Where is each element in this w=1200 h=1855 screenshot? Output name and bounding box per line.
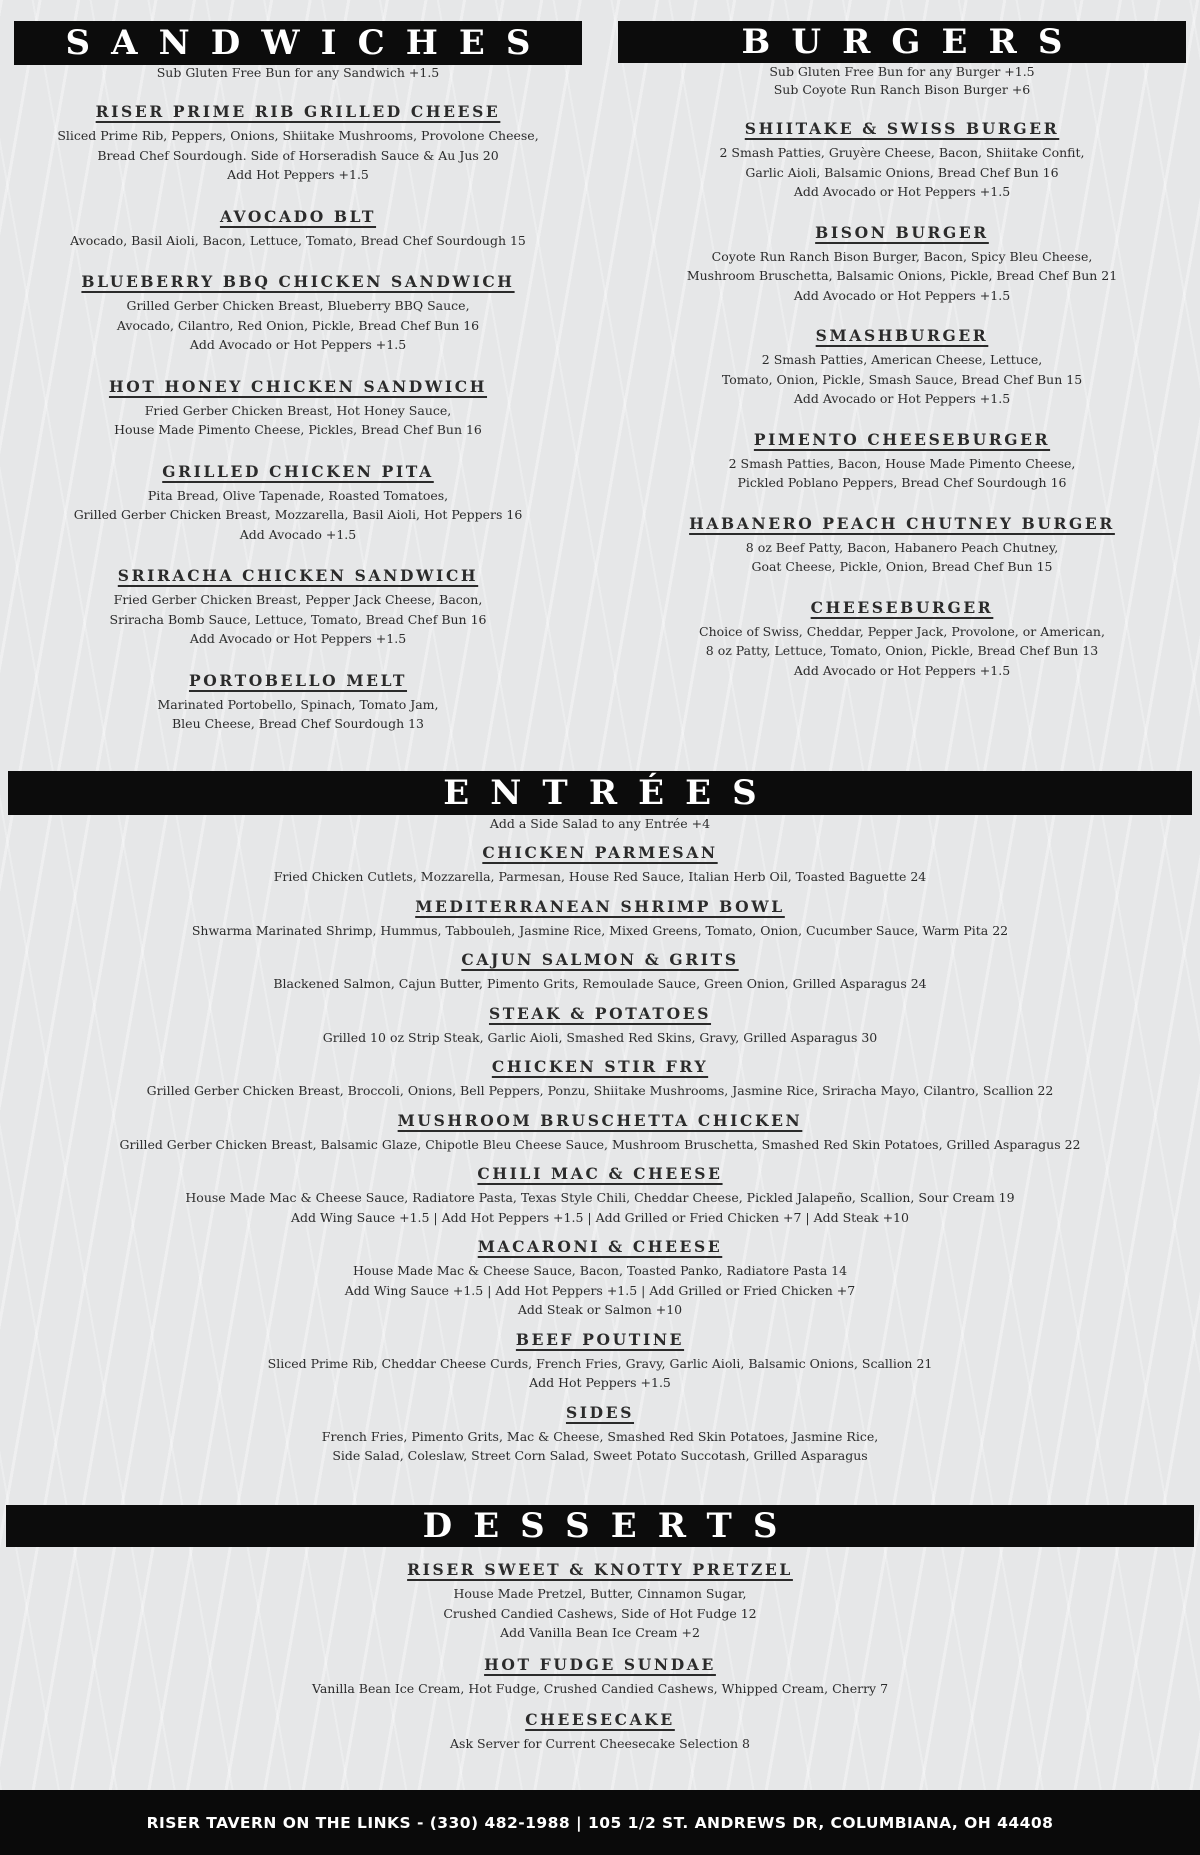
entrees-title: ENTRÉES <box>443 773 778 813</box>
menu-item <box>14 462 582 545</box>
menu-item <box>8 950 1192 994</box>
menu-item-description: House Made Mac & Cheese Sauce, Radiatore Pasta, Texas Style Chili, Cheddar Cheese, Pickled Jalapeño, Scallion, Sour Cream 19 <box>185 1190 1015 1205</box>
menu-item <box>14 377 582 440</box>
menu-item <box>8 1164 1192 1227</box>
sandwiches-note: Sub Gluten Free Bun for any Sandwich +1.5 <box>156 65 440 80</box>
menu-item-description: Add Avocado or Hot Peppers +1.5 <box>793 662 1011 678</box>
menu-item <box>8 1004 1192 1048</box>
menu-item-name: BEEF POUTINE <box>515 1329 685 1349</box>
menu-item-name: MUSHROOM BRUSCHETTA CHICKEN <box>397 1110 803 1130</box>
menu-item-name: HABANERO PEACH CHUTNEY BURGER <box>689 513 1115 533</box>
menu-item-name: RISER PRIME RIB GRILLED CHEESE <box>95 102 501 121</box>
menu-item-name: CHICKEN STIR FRY <box>491 1057 709 1076</box>
menu-item <box>14 566 582 649</box>
menu-item-name: SMASHBURGER <box>815 326 989 345</box>
menu-item <box>8 1057 1192 1101</box>
menu-item-description: Add Hot Peppers +1.5 <box>529 1375 671 1390</box>
menu-item <box>8 1330 1192 1393</box>
entrees-banner <box>8 771 1192 815</box>
menu-item-name: AVOCADO BLT <box>219 206 377 226</box>
menu-item-description: Sliced Prime Rib, Cheddar Cheese Curds, French Fries, Gravy, Garlic Aioli, Balsamic Onions, Scallion 21 <box>267 1355 933 1371</box>
menu-item-description: 8 oz Patty, Lettuce, Tomato, Onion, Pickle, Bread Chef Bun 13 <box>705 643 1099 658</box>
desserts-title: DESSERTS <box>422 1506 799 1546</box>
menu-item-name: BISON BURGER <box>815 222 989 242</box>
burgers-title: BURGERS <box>741 22 1084 62</box>
desserts-banner <box>6 1505 1194 1547</box>
menu-item-description: Grilled Gerber Chicken Breast, Blueberry BBQ Sauce, <box>126 298 470 313</box>
entrees-note: Add a Side Salad to any Entrée +4 <box>489 816 711 831</box>
menu-item-description: Add Avocado or Hot Peppers +1.5 <box>189 631 407 646</box>
desserts-section <box>6 1552 1194 1754</box>
menu-item <box>14 671 582 734</box>
menu-item-name: CHICKEN PARMESAN <box>482 843 718 862</box>
footer-contact-bar <box>0 1790 1200 1855</box>
menu-item-name: RISER SWEET & KNOTTY PRETZEL <box>407 1560 793 1579</box>
menu-item <box>618 598 1186 681</box>
menu-item-description: Grilled Gerber Chicken Breast, Balsamic Glaze, Chipotle Bleu Cheese Sauce, Mushroom Bruschetta, Smashed Red Skin Potatoes, Grilled Asparagus 22 <box>119 1136 1081 1152</box>
menu-item-name: BLUEBERRY BBQ CHICKEN SANDWICH <box>81 272 515 291</box>
menu-item <box>6 1655 1194 1699</box>
menu-item <box>618 223 1186 306</box>
menu-item-description: Fried Gerber Chicken Breast, Pepper Jack Cheese, Bacon, <box>113 592 483 607</box>
menu-item-name: CAJUN SALMON & GRITS <box>461 950 739 969</box>
menu-item-description: Marinated Portobello, Spinach, Tomato Jam, <box>157 696 439 712</box>
menu-item <box>8 843 1192 887</box>
menu-item-name: CHEESECAKE <box>525 1710 675 1729</box>
menu-item <box>14 272 582 355</box>
menu-item-name: SIDES <box>565 1402 635 1422</box>
menu-item-description: Coyote Run Ranch Bison Burger, Bacon, Spicy Bleu Cheese, <box>711 248 1093 264</box>
menu-item-description: Fried Chicken Cutlets, Mozzarella, Parmesan, House Red Sauce, Italian Herb Oil, Toasted Baguette 24 <box>273 869 927 884</box>
menu-item-description: Grilled Gerber Chicken Breast, Broccoli, Onions, Bell Peppers, Ponzu, Shiitake Mushrooms, Jasmine Rice, Sriracha Mayo, Cilantro, Scallion 22 <box>146 1083 1054 1098</box>
menu-item-name: PORTOBELLO MELT <box>188 670 408 690</box>
menu-item <box>8 1403 1192 1466</box>
entrees-section <box>8 815 1192 1466</box>
menu-item-name: CHEESEBURGER <box>810 597 994 617</box>
menu-item-description: Avocado, Basil Aioli, Bacon, Lettuce, Tomato, Bread Chef Sourdough 15 <box>70 232 526 248</box>
sandwiches-title: SANDWICHES <box>65 23 552 63</box>
menu-item-description: Fried Gerber Chicken Breast, Hot Honey Sauce, <box>144 402 452 418</box>
menu-item-description: House Made Pretzel, Butter, Cinnamon Sugar, <box>453 1586 747 1601</box>
sandwiches-banner <box>14 21 582 65</box>
menu-item-description: Add Avocado or Hot Peppers +1.5 <box>793 391 1011 406</box>
menu-item-description: Blackened Salmon, Cajun Butter, Pimento Grits, Remoulade Sauce, Green Onion, Grilled Asparagus 24 <box>273 976 927 991</box>
menu-item-name: MEDITERRANEAN SHRIMP BOWL <box>415 896 785 916</box>
menu-item-description: Bleu Cheese, Bread Chef Sourdough 13 <box>172 716 424 731</box>
menu-item-description: House Made Mac & Cheese Sauce, Bacon, Toasted Panko, Radiatore Pasta 14 <box>352 1263 848 1278</box>
menu-item <box>8 1237 1192 1320</box>
menu-item <box>14 207 582 251</box>
menu-item-description: Add Wing Sauce +1.5 | Add Hot Peppers +1.5 | Add Grilled or Fried Chicken +7 | Add Steak +10 <box>291 1209 909 1225</box>
menu-item-name: GRILLED CHICKEN PITA <box>162 461 434 481</box>
burgers-banner <box>618 21 1186 63</box>
menu-item <box>6 1710 1194 1754</box>
menu-item-description: Sliced Prime Rib, Peppers, Onions, Shiitake Mushrooms, Provolone Cheese, <box>57 128 539 143</box>
menu-item-description: Mushroom Bruschetta, Balsamic Onions, Pickle, Bread Chef Bun 21 <box>686 268 1118 283</box>
menu-item-description: Add Avocado or Hot Peppers +1.5 <box>189 337 407 352</box>
footer-text: RISER TAVERN ON THE LINKS - (330) 482-1988 | 105 1/2 ST. ANDREWS DR, COLUMBIANA, OH 44408 <box>146 1813 1054 1832</box>
menu-item-name: STEAK & POTATOES <box>488 1003 712 1023</box>
menu-item-description: Add Avocado or Hot Peppers +1.5 <box>793 184 1011 199</box>
menu-item-description: Add Steak or Salmon +10 <box>517 1302 683 1317</box>
menu-item-name: HOT HONEY CHICKEN SANDWICH <box>108 376 488 396</box>
menu-item-description: Ask Server for Current Cheesecake Selection 8 <box>450 1736 750 1751</box>
burgers-note-2: Sub Coyote Run Ranch Bison Burger +6 <box>773 82 1031 97</box>
menu-item-description: Sriracha Bomb Sauce, Lettuce, Tomato, Bread Chef Bun 16 <box>109 611 487 627</box>
menu-item-description: 8 oz Beef Patty, Bacon, Habanero Peach Chutney, <box>745 539 1059 555</box>
menu-item-description: Crushed Candied Cashews, Side of Hot Fudge 12 <box>443 1605 757 1621</box>
menu-item-description: Garlic Aioli, Balsamic Onions, Bread Chef Bun 16 <box>745 164 1059 180</box>
menu-item-description: Add Vanilla Bean Ice Cream +2 <box>500 1625 700 1640</box>
burgers-note-1: Sub Gluten Free Bun for any Burger +1.5 <box>769 64 1035 79</box>
menu-item-description: Pita Bread, Olive Tapenade, Roasted Tomatoes, <box>147 487 449 503</box>
menu-item-description: Add Hot Peppers +1.5 <box>227 167 369 182</box>
burgers-section <box>618 63 1186 680</box>
menu-item-description: Pickled Poblano Peppers, Bread Chef Sourdough 16 <box>737 475 1067 490</box>
menu-item-description: House Made Pimento Cheese, Pickles, Bread Chef Bun 16 <box>114 422 482 437</box>
menu-item-description: 2 Smash Patties, Bacon, House Made Pimento Cheese, <box>728 455 1076 471</box>
menu-item-description: Vanilla Bean Ice Cream, Hot Fudge, Crushed Candied Cashews, Whipped Cream, Cherry 7 <box>311 1680 889 1696</box>
menu-item-description: Side Salad, Coleslaw, Street Corn Salad, Sweet Potato Succotash, Grilled Asparagus <box>332 1448 868 1463</box>
menu-item-name: CHILI MAC & CHEESE <box>477 1164 723 1183</box>
menu-item-description: Grilled 10 oz Strip Steak, Garlic Aioli, Smashed Red Skins, Gravy, Grilled Asparagus 30 <box>322 1029 878 1045</box>
menu-item-name: SHIITAKE & SWISS BURGER <box>744 119 1060 138</box>
menu-item-name: SRIRACHA CHICKEN SANDWICH <box>117 566 479 585</box>
menu-item <box>618 430 1186 493</box>
menu-item <box>6 1560 1194 1643</box>
menu-item <box>14 102 582 185</box>
menu-item-name: PIMENTO CHEESEBURGER <box>753 429 1051 449</box>
menu-item-description: Add Avocado or Hot Peppers +1.5 <box>793 287 1011 303</box>
menu-item-description: Add Avocado +1.5 <box>239 526 357 542</box>
sandwiches-section <box>14 64 582 734</box>
menu-item-description: Goat Cheese, Pickle, Onion, Bread Chef Bun 15 <box>751 559 1053 574</box>
menu-item-description: French Fries, Pimento Grits, Mac & Cheese, Smashed Red Skin Potatoes, Jasmine Rice, <box>321 1428 879 1444</box>
menu-item-description: 2 Smash Patties, Gruyère Cheese, Bacon, Shiitake Confit, <box>719 145 1085 160</box>
menu-item <box>8 897 1192 941</box>
menu-item-description: Bread Chef Sourdough. Side of Horseradish Sauce & Au Jus 20 <box>97 147 499 163</box>
menu-item <box>618 119 1186 202</box>
menu-item-description: Shwarma Marinated Shrimp, Hummus, Tabbouleh, Jasmine Rice, Mixed Greens, Tomato, Onion, Cucumber Sauce, Warm Pita 22 <box>191 922 1009 938</box>
menu-item <box>618 514 1186 577</box>
menu-item-description: Grilled Gerber Chicken Breast, Mozzarella, Basil Aioli, Hot Peppers 16 <box>73 507 523 522</box>
menu-item-description: 2 Smash Patties, American Cheese, Lettuce, <box>761 352 1043 367</box>
menu-item-description: Tomato, Onion, Pickle, Smash Sauce, Bread Chef Bun 15 <box>721 371 1083 387</box>
menu-item-description: Choice of Swiss, Cheddar, Pepper Jack, Provolone, or American, <box>699 623 1105 639</box>
menu-item <box>8 1111 1192 1155</box>
menu-item-description: Avocado, Cilantro, Red Onion, Pickle, Bread Chef Bun 16 <box>116 317 480 333</box>
menu-item-name: HOT FUDGE SUNDAE <box>484 1654 716 1674</box>
menu-item-name: MACARONI & CHEESE <box>477 1237 723 1256</box>
menu-item-description: Add Wing Sauce +1.5 | Add Hot Peppers +1.5 | Add Grilled or Fried Chicken +7 <box>344 1282 856 1298</box>
menu-item <box>618 326 1186 409</box>
